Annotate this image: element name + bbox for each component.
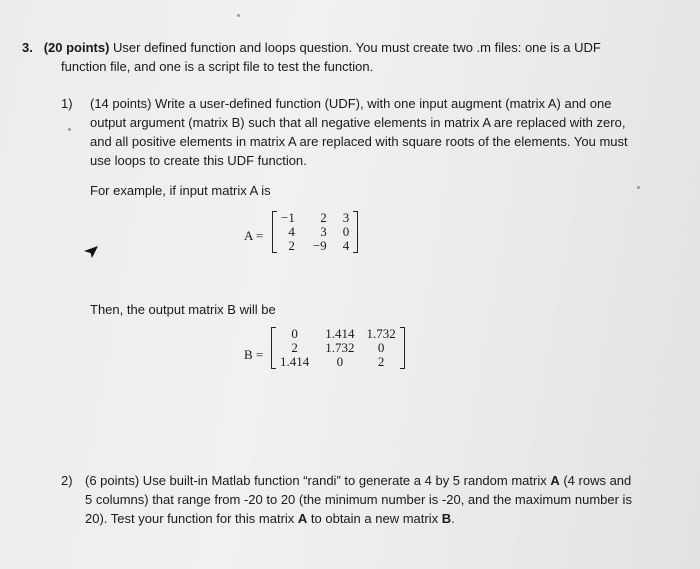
right-bracket (400, 327, 405, 369)
matrix-a-table (277, 211, 353, 253)
matrix-row (277, 225, 353, 239)
matrix-b-table (276, 327, 400, 369)
part-2-text: (6 points) Use built-in Matlab function “randi” to generate a 4 by 5 random matrix (85, 473, 551, 488)
speck (68, 128, 71, 131)
part-1-line-1: (14 points) Write a user-defined function (UDF), with one input augment (matrix A) and one (90, 96, 612, 111)
matrix-name: A (297, 511, 308, 526)
matrix-cell: −9 (312, 238, 327, 253)
matrix-cell: 4 (288, 224, 295, 239)
speck (637, 186, 640, 189)
part-2-line-2: 5 columns) that range from -20 to 20 (the minimum number is -20, and the maximum number is (85, 492, 632, 507)
matrix-name: A (550, 473, 560, 488)
part-2-line-3 (85, 509, 455, 528)
matrix-row (277, 211, 353, 225)
matrix-row (277, 239, 353, 253)
matrix-cell: 1.414 (325, 326, 355, 341)
part-2-number: 2) (61, 473, 73, 488)
matrix-b (271, 327, 405, 369)
matrix-cell: 0 (377, 340, 385, 355)
matrix-cell: 3 (342, 210, 350, 225)
part-1-line-4: use loops to create this UDF function. (90, 153, 307, 168)
question-text: User defined function and loops question. You must create two .m files: one is a UDF (109, 40, 601, 55)
matrix-cell: 2 (291, 340, 298, 355)
arrow-cursor-icon (83, 245, 99, 259)
matrix-cell: 0 (342, 224, 350, 239)
part-2-line-1 (85, 471, 631, 490)
matrix-cell: 3 (320, 224, 327, 239)
speck (237, 14, 240, 17)
matrix-row (276, 327, 400, 341)
matrix-a (272, 211, 358, 253)
part-2-text: . (451, 511, 455, 526)
matrix-cell: 0 (336, 354, 344, 369)
question-points: (20 points) (43, 40, 110, 55)
matrix-cell: 2 (288, 238, 295, 253)
output-text: Then, the output matrix B will be (90, 302, 276, 317)
matrix-row (276, 341, 400, 355)
part-1-line-3: and all positive elements in matrix A are replaced with square roots of the elements. You must (90, 134, 628, 149)
matrix-b-label: B = (244, 347, 264, 362)
question-number: 3. (22, 40, 33, 55)
matrix-a-label: A = (244, 228, 264, 243)
part-2-text: to obtain a new matrix (307, 511, 442, 526)
matrix-cell: 4 (342, 238, 350, 253)
part-2-text: (4 rows and (559, 473, 632, 488)
part-1-line-2: output argument (matrix B) such that all negative elements in matrix A are replaced with zero, (90, 115, 626, 130)
matrix-cell: 0 (291, 326, 298, 341)
matrix-cell: 2 (377, 354, 385, 369)
question-3-line-2: function file, and one is a script file to test the function. (61, 59, 374, 74)
matrix-cell: 1.732 (366, 326, 396, 341)
matrix-cell: −1 (281, 210, 295, 225)
matrix-name: B (441, 511, 452, 526)
example-text: For example, if input matrix A is (90, 183, 271, 198)
matrix-cell: 1.732 (325, 340, 355, 355)
matrix-row (276, 355, 400, 369)
part-1-number: 1) (61, 96, 73, 111)
matrix-cell: 2 (320, 210, 327, 225)
question-3-line-1 (22, 38, 601, 57)
part-2-text: 20). Test your function for this matrix (85, 511, 298, 526)
matrix-cell: 1.414 (280, 354, 310, 369)
right-bracket (353, 211, 358, 253)
